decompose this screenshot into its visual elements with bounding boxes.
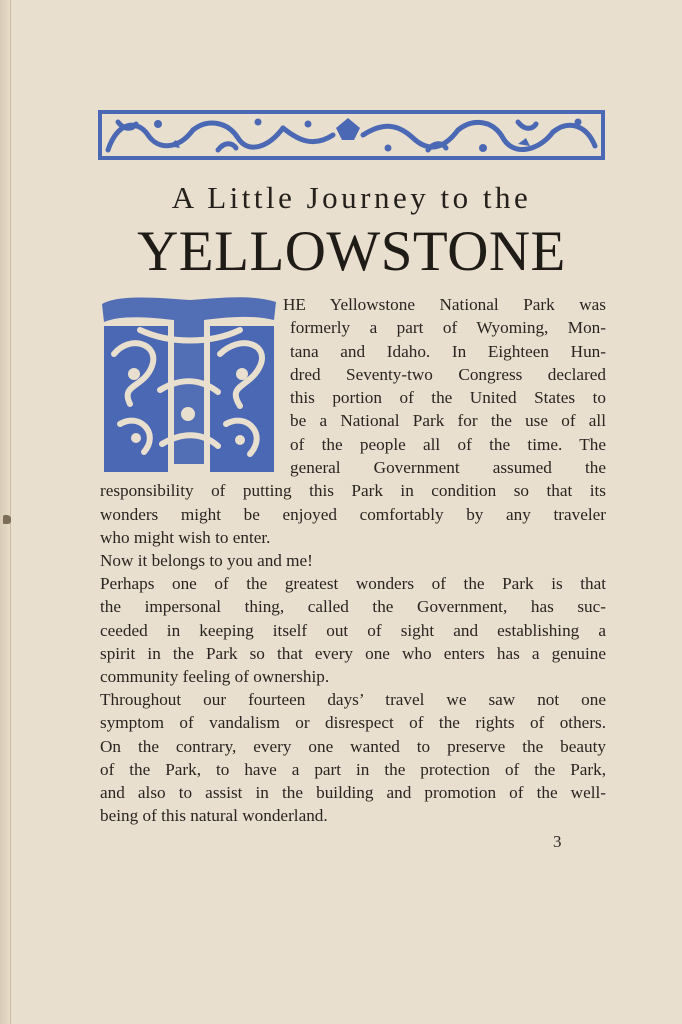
text-line: formerly a part of Wyoming, Mon- — [290, 318, 606, 338]
title-line-1: A Little Journey to the — [171, 180, 532, 215]
text-line: dred Seventy-two Congress declared — [290, 364, 606, 384]
text-line: ceeded in keeping itself out of sight and establishing a — [100, 620, 606, 640]
text-line: Throughout our fourteen days’ travel we saw not one — [100, 690, 606, 709]
text-line: who might wish to enter. — [100, 527, 271, 547]
paragraph-3 — [100, 572, 606, 688]
text-line: HE Yellowstone National Park was — [283, 295, 606, 314]
paragraph-4 — [100, 688, 606, 828]
text-line: wonders might be enjoyed comfortably by any traveler — [100, 504, 606, 524]
text-line: of the people all of the time. The — [290, 434, 606, 454]
title-line-2: YELLOWSTONE — [137, 220, 566, 283]
text-line: and also to assist in the building and promotion of the well- — [100, 783, 606, 803]
page-number: 3 — [553, 832, 562, 851]
text-line: symptom of vandalism or disrespect of the rights of others. — [100, 713, 606, 733]
paragraph-1 — [100, 293, 606, 549]
paragraph-2 — [100, 549, 606, 572]
text-line: of the Park, to have a part in the protection of the Park, — [100, 759, 606, 779]
text-line: general Government assumed the — [290, 458, 606, 478]
text-line: the impersonal thing, called the Government, has suc- — [100, 597, 606, 617]
text-line: Perhaps one of the greatest wonders of the Park is that — [100, 574, 606, 593]
text-line: responsibility of putting this Park in condition so that its — [100, 481, 606, 501]
header-ornament — [98, 110, 605, 160]
text-line: community feeling of ownership. — [100, 667, 330, 687]
text-line: this portion of the United States to — [290, 388, 606, 408]
text-line: spirit in the Park so that every one who enters has a genuine — [100, 643, 606, 663]
text-line: be a National Park for the use of all — [290, 411, 606, 431]
text-line: Now it belongs to you and me! — [100, 551, 313, 570]
paper-speck — [3, 515, 11, 524]
text-line: being of this natural wonderland. — [100, 806, 328, 826]
text-line: tana and Idaho. In Eighteen Hun- — [290, 341, 606, 361]
text-line: On the contrary, every one wanted to preserve the beauty — [100, 736, 606, 756]
page-binding-line — [10, 0, 11, 1024]
